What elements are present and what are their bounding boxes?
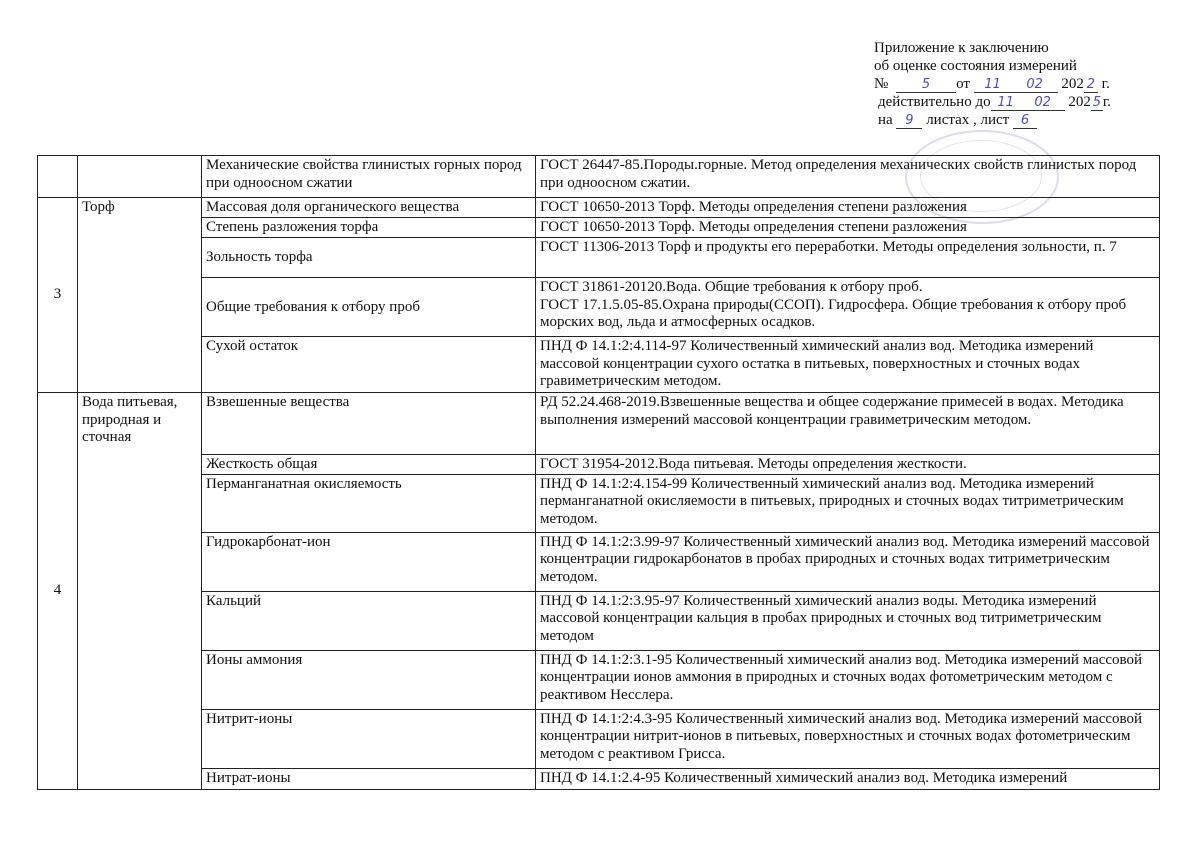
from-label: от: [956, 76, 970, 92]
sheets-count: 9: [896, 114, 922, 129]
method-cell: ПНД Ф 14.1:2:4.154-99 Количественный химический анализ вод. Методика измерений перманганатной окисляемости в питьевых, природных и сточных водах титриметрическим методом.: [536, 474, 1160, 532]
method-cell: ГОСТ 10650-2013 Торф. Методы определения степени разложения: [536, 198, 1160, 218]
object-cell: [78, 156, 202, 198]
table-row: [38, 337, 1160, 393]
header-line-2: [874, 57, 1174, 75]
table-row: [38, 156, 1160, 198]
method-cell: ГОСТ 11306-2013 Торф и продукты его переработки. Методы определения зольности, п. 7: [536, 238, 1160, 278]
indicator-cell: Нитрит-ионы: [202, 709, 536, 768]
object-name: Торф: [78, 198, 202, 393]
valid-day: 11: [991, 96, 1021, 111]
methods-table: [37, 155, 1160, 790]
method-cell: ПНД Ф 14.1:2:3.95-97 Количественный химический анализ воды. Методика измерений массовой концентрации кальция в пробах природных и сточных вод титриметрическим методом: [536, 591, 1160, 650]
valid-year-prefix: 202: [1068, 94, 1091, 110]
indicator-cell: Гидрокарбонат-ион: [202, 532, 536, 591]
table-row: [38, 591, 1160, 650]
table-row: [38, 532, 1160, 591]
group-number: 3: [38, 198, 78, 393]
method-cell: ПНД Ф 14.1:2:4.3-95 Количественный химический анализ вод. Методика измерений массовой концентрации нитрит-ионов в питьевых, поверхностных и сточных водах фотометрическим методом с реактивом Грисса.: [536, 709, 1160, 768]
indicator-cell: Нитрат-ионы: [202, 768, 536, 789]
date-month: 02: [1012, 78, 1058, 93]
method-line: ГОСТ 17.1.5.05-85.Охрана природы(ССОП). Гидросфера. Общие требования к отбору проб морских вод, льда и атмосферных осадков.: [540, 296, 1127, 330]
header-line-sheets: [874, 111, 1174, 129]
method-cell: ПНД Ф 14.1:2.4-95 Количественный химический анализ вод. Методика измерений: [536, 768, 1160, 789]
object-name: Вода питьевая, природная и сточная: [78, 393, 202, 790]
table-row: [38, 278, 1160, 337]
indicator-cell: Степень разложения торфа: [202, 218, 536, 238]
year-prefix: 202: [1061, 76, 1084, 92]
method-cell: ПНД Ф 14.1:2:3.1-95 Количественный химический анализ вод. Методика измерений массовой концентрации ионов аммония в природных и сточных водах фотометрическим методом с реактивом Несслера.: [536, 650, 1160, 709]
method-cell: ПНД Ф 14.1:2:3.99-97 Количественный химический анализ вод. Методика измерений массовой концентрации гидрокарбонатов в пробах природных и сточных водах титриметрическим методом.: [536, 532, 1160, 591]
indicator-cell: Сухой остаток: [202, 337, 536, 393]
header-title: Приложение к заключению: [874, 40, 1049, 56]
method-cell: ГОСТ 31954-2012.Вода питьевая. Методы определения жесткости.: [536, 455, 1160, 475]
indicator-cell: Массовая доля органического вещества: [202, 198, 536, 218]
indicator-cell: Ионы аммония: [202, 650, 536, 709]
table-row: [38, 474, 1160, 532]
indicator-cell: Общие требования к отбору проб: [202, 278, 536, 337]
appendix-header: [874, 39, 1174, 129]
table-row: [38, 218, 1160, 238]
valid-year-digit: 5: [1092, 95, 1101, 110]
method-cell: ГОСТ 26447-85.Породы.горные. Метод определения механических свойств глинистых пород при одноосном сжатии.: [536, 156, 1160, 198]
table-row: [38, 650, 1160, 709]
indicator-cell: Механические свойства глинистых горных пород при одноосном сжатии: [202, 156, 536, 198]
indicator-cell: Перманганатная окисляемость: [202, 474, 536, 532]
number-label: №: [874, 76, 889, 92]
table-row: [38, 238, 1160, 278]
date-day: 11: [974, 78, 1012, 93]
year-suffix: г.: [1101, 76, 1110, 92]
header-subtitle: об оценке состояния измерений: [874, 58, 1077, 74]
year-digit: 2: [1084, 78, 1098, 93]
method-cell: РД 52.24.468-2019.Взвешенные вещества и общее содержание примесей в водах. Методика выполнения измерений массовой концентрации гравиметрическим методом.: [536, 393, 1160, 455]
valid-label: действительно до: [878, 94, 991, 110]
sheets-label: листах , лист: [926, 112, 1010, 128]
table-row: [38, 709, 1160, 768]
valid-year-suffix: г.: [1102, 94, 1112, 110]
header-line-1: [874, 39, 1174, 57]
table-row: [38, 455, 1160, 475]
method-cell: ГОСТ 10650-2013 Торф. Методы определения степени разложения: [536, 218, 1160, 238]
header-line-valid: [874, 93, 1174, 111]
group-number: 4: [38, 393, 78, 790]
method-line: ГОСТ 31861-20120.Вода. Общие требования к отбору проб.: [540, 279, 923, 295]
valid-month: 02: [1021, 96, 1065, 111]
header-line-number: [874, 75, 1174, 93]
sheets-on-label: на: [878, 112, 893, 128]
table-row: [38, 768, 1160, 789]
row-number-cell: [38, 156, 78, 198]
method-cell: ПНД Ф 14.1:2:4.114-97 Количественный химический анализ вод. Методика измерений массовой концентрации сухого остатка в питьевых, поверхностных и сточных водах гравиметрическим методом.: [536, 337, 1160, 393]
sheet-number: 6: [1013, 114, 1037, 129]
table-row: [38, 198, 1160, 218]
table-row: [38, 393, 1160, 455]
indicator-cell: Жесткость общая: [202, 455, 536, 475]
indicator-cell: Кальций: [202, 591, 536, 650]
number-value: 5: [896, 78, 956, 93]
indicator-cell: Зольность торфа: [202, 238, 536, 278]
method-cell: [536, 278, 1160, 337]
indicator-cell: Взвешенные вещества: [202, 393, 536, 455]
